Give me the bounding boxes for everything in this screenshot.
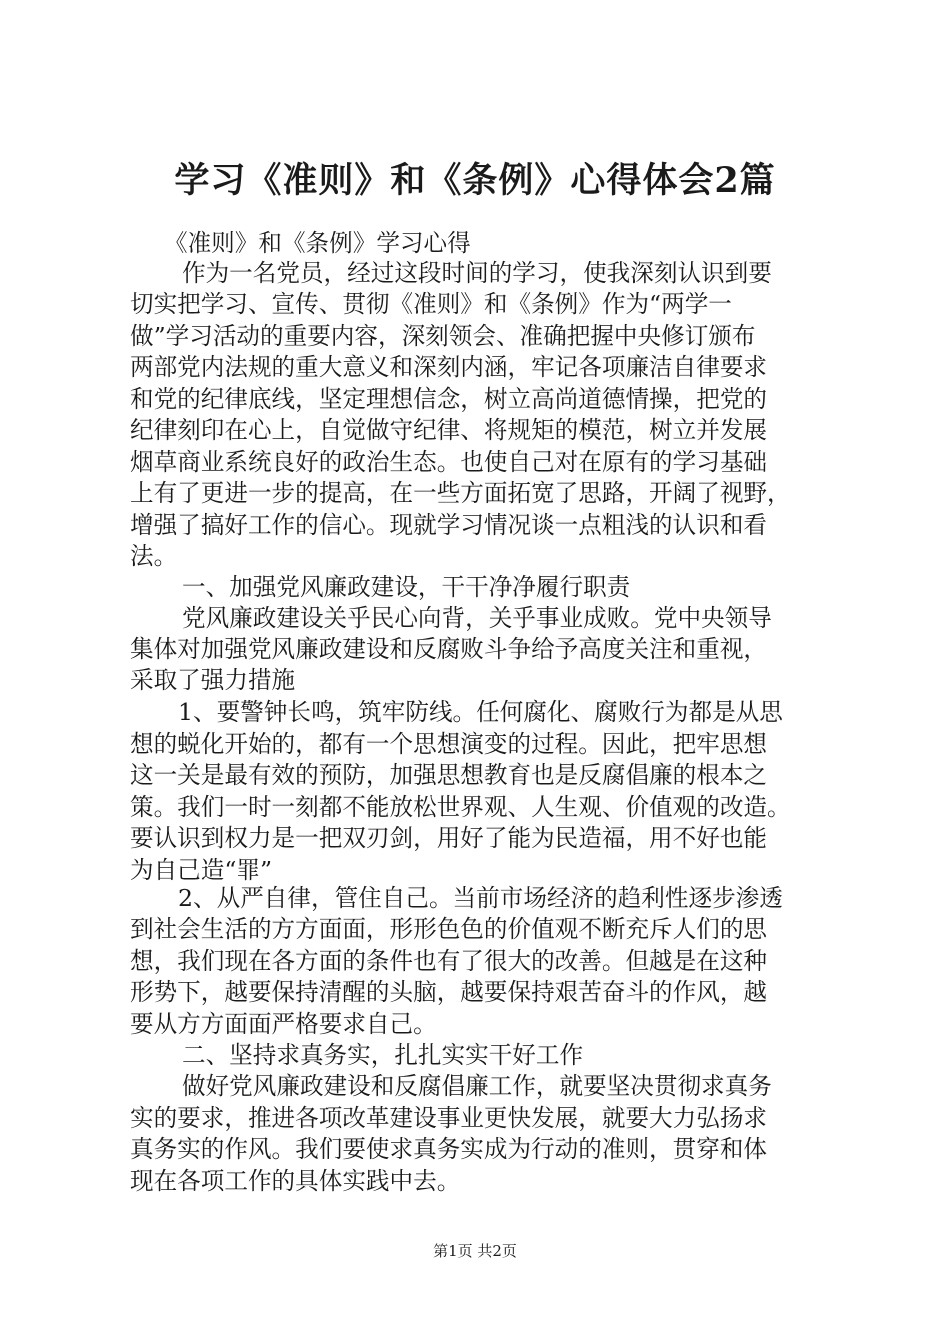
document-title: 学习《准则》和《条例》心得体会2篇: [174, 160, 776, 201]
body-line: 集体对加强党风廉政建设和反腐败斗争给予高度关注和重视，: [130, 635, 768, 663]
body-line: 这一关是最有效的预防，加强思想教育也是反腐倡廉的根本之: [130, 761, 768, 789]
body-line: 烟草商业系统良好的政治生态。也使自己对在原有的学习基础: [130, 448, 768, 476]
body-line: 法。: [130, 542, 178, 570]
section-heading: 二、坚持求真务实，扎扎实实干好工作: [182, 1041, 584, 1069]
body-line: 策。我们一时一刻都不能放松世界观、人生观、价值观的改造。: [130, 793, 791, 821]
body-line: 做好党风廉政建设和反腐倡廉工作，就要坚决贯彻求真务: [182, 1072, 772, 1100]
body-line: 想，我们现在各方面的条件也有了很大的改善。但越是在这种: [130, 947, 768, 975]
body-line: 要认识到权力是一把双刃剑，用好了能为民造福，用不好也能: [130, 824, 768, 852]
body-line: 实的要求，推进各项改革建设事业更快发展，就要大力弘扬求: [130, 1104, 768, 1132]
list-item-line: 2、从严自律，管住自己。当前市场经济的趋利性逐步渗透: [178, 884, 783, 912]
subtitle-line: 《准则》和《条例》学习心得: [164, 229, 471, 257]
body-line: 党风廉政建设关乎民心向背，关乎事业成败。党中央领导: [182, 604, 772, 632]
body-line: 想的蜕化开始的，都有一个思想演变的过程。因此，把牢思想: [130, 730, 768, 758]
body-line: 切实把学习、宣传、贯彻《准则》和《条例》作为“两学一: [130, 290, 732, 318]
list-item-line: 1、要警钟长鸣，筑牢防线。任何腐化、腐败行为都是从思: [178, 698, 783, 726]
body-line: 到社会生活的方方面面，形形色色的价值观不断充斥人们的思: [130, 915, 768, 943]
body-line: 上有了更进一步的提高，在一些方面拓宽了思路，开阔了视野，: [130, 479, 791, 507]
body-line: 采取了强力措施: [130, 666, 296, 694]
section-heading: 一、加强党风廉政建设，干干净净履行职责: [182, 573, 631, 601]
body-line: 两部党内法规的重大意义和深刻内涵，牢记各项廉洁自律要求: [130, 353, 768, 381]
body-line: 形势下，越要保持清醒的头脑，越要保持艰苦奋斗的作风，越: [130, 978, 768, 1006]
body-line: 要从方方面面严格要求自己。: [130, 1010, 437, 1038]
body-line: 真务实的作风。我们要使求真务实成为行动的准则，贯穿和体: [130, 1135, 768, 1163]
body-line: 增强了搞好工作的信心。现就学习情况谈一点粗浅的认识和看: [130, 511, 768, 539]
body-line: 现在各项工作的具体实践中去。: [130, 1167, 461, 1195]
body-line: 为自己造“罪”: [130, 856, 273, 884]
page-number-footer: 第1页 共2页: [433, 1242, 517, 1260]
body-line: 作为一名党员，经过这段时间的学习，使我深刻认识到要: [182, 259, 772, 287]
body-line: 纪律刻印在心上，自觉做守纪律、将规矩的模范，树立并发展: [130, 416, 768, 444]
body-line: 和党的纪律底线，坚定理想信念，树立高尚道德情操，把党的: [130, 385, 768, 413]
body-line: 做”学习活动的重要内容，深刻领会、准确把握中央修订颁布: [130, 322, 756, 350]
